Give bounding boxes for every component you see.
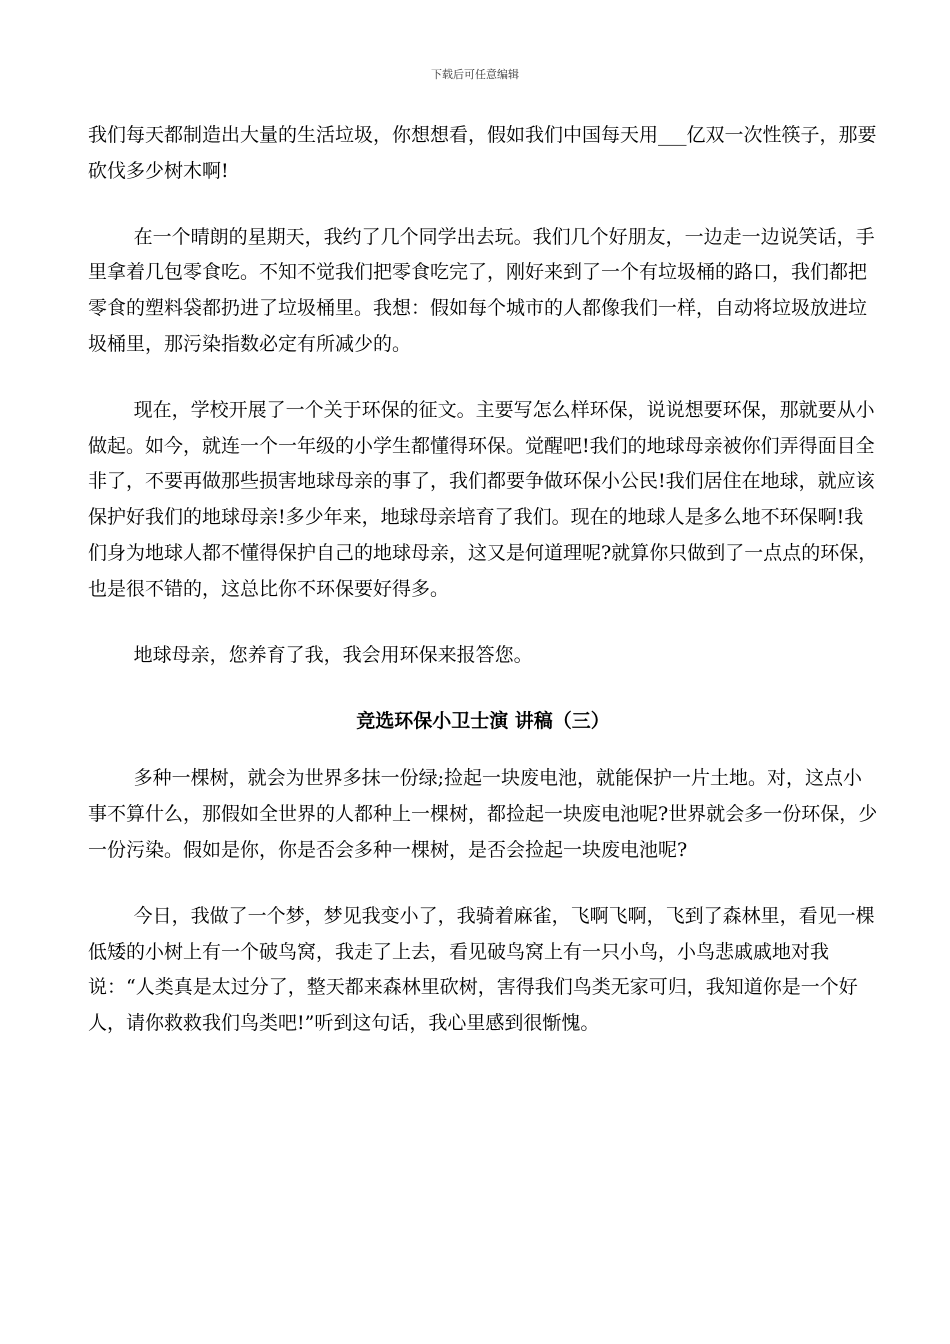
paragraph-2: 在一个晴朗的星期天，我约了几个同学出去玩。我们几个好朋友，一边走一边说笑话，手里拿着几包零食吃。不知不觉我们把零食吃完了，刚好来到了一个有垃圾桶的路口，我们都把零食的塑料袋都扔进了垃圾桶里。我想：假如每个城市的人都像我们一样，自动将垃圾放进垃圾桶里，那污染指数必定有所减少的。 — [88, 225, 875, 355]
paragraph-1: 我们每天都制造出大量的生活垃圾，你想想看，假如我们中国每天用___亿双一次性筷子，那要砍伐多少树木啊! — [88, 124, 877, 182]
header-note: 下载后可任意编辑 — [431, 68, 519, 81]
paragraph-4: 地球母亲，您养育了我，我会用环保来报答您。 — [133, 643, 533, 666]
section-paragraph-1: 多种一棵树，就会为世界多抹一份绿;捡起一块废电池，就能保护一片土地。对，这点小事不算什么，那假如全世界的人都种上一棵树，都捡起一块废电池呢?世界就会多一份环保，少一份污染。假如是你，你是否会多种一棵树，是否会捡起一块废电池呢? — [88, 767, 878, 861]
section-title: 竞选环保小卫士演 讲稿（三） — [356, 710, 610, 733]
paragraph-3: 现在，学校开展了一个关于环保的征文。主要写怎么样环保，说说想要环保，那就要从小做起。如今，就连一个一年级的小学生都懂得环保。觉醒吧!我们的地球母亲被你们弄得面目全非了，不要再做那些损害地球母亲的事了，我们都要争做环保小公民!我们居住在地球，就应该保护好我们的地球母亲!多少年来，地球母亲培育了我们。现在的地球人是多么地不环保啊!我们身为地球人都不懂得保护自己的地球母亲，这又是何道理呢?就算你只做到了一点点的环保，也是很不错的，这总比你不环保要好得多。 — [88, 398, 878, 600]
section-paragraph-2: 今日，我做了一个梦，梦见我变小了，我骑着麻雀，飞啊飞啊，飞到了森林里，看见一棵低矮的小树上有一个破鸟窝，我走了上去，看见破鸟窝上有一只小鸟，小鸟悲戚戚地对我说：“人类真是太过分了，整天都来森林里砍树，害得我们鸟类无家可归，我知道你是一个好人，请你救救我们鸟类吧!”听到这句话，我心里感到很惭愧。 — [88, 904, 875, 1035]
document-body — [88, 118, 878, 1072]
